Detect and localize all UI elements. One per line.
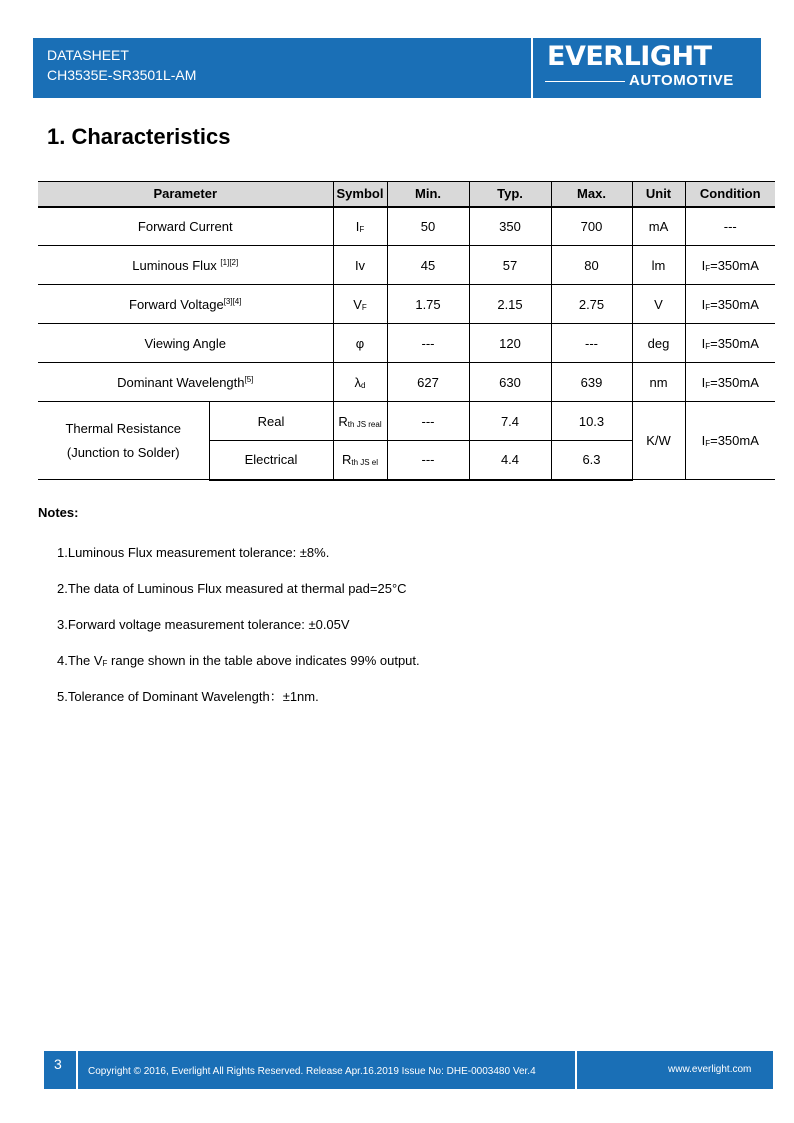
cell-condition: IF=350mA [685,246,775,285]
col-header-unit: Unit [632,182,685,207]
cell-typ: 630 [469,363,551,402]
cell-symbol: IF [333,207,387,246]
note-item: 4.The VF range shown in the table above indicates 99% output. [57,653,420,668]
table-row [38,207,775,246]
part-number: CH3535E-SR3501L-AM [47,67,197,83]
cell-typ: 7.4 [469,402,551,441]
col-header-min: Min. [387,182,469,207]
cell-unit: K/W [632,402,685,480]
cell-condition: --- [685,207,775,246]
cell-parameter: Forward Current [38,207,333,246]
cell-max: 80 [551,246,632,285]
cell-max: 2.75 [551,285,632,324]
table-row [38,285,775,324]
header-doc-info [47,45,196,85]
cell-parameter: Forward Voltage[3][4] [38,285,333,324]
cell-symbol: Iv [333,246,387,285]
cell-unit: V [632,285,685,324]
cell-condition: IF=350mA [685,324,775,363]
cell-unit: lm [632,246,685,285]
cell-max: 639 [551,363,632,402]
cell-subparam: Electrical [209,441,333,480]
col-header-symbol: Symbol [333,182,387,207]
cell-condition: IF=350mA [685,363,775,402]
cell-typ: 2.15 [469,285,551,324]
cell-min: 45 [387,246,469,285]
logo-subtitle: AUTOMOTIVE [629,72,734,89]
cell-max: 700 [551,207,632,246]
note-item: 3.Forward voltage measurement tolerance: ±0.05V [57,617,350,632]
logo-wordmark: EVERLIGHT [547,41,712,72]
cell-typ: 120 [469,324,551,363]
section-title: 1. Characteristics [47,124,231,149]
cell-max: 6.3 [551,441,632,480]
footer-copyright: Copyright © 2016, Everlight All Rights Reserved. Release Apr.16.2019 Issue No: DHE-0003480 Ver.4 [88,1066,536,1077]
note-item: 1.Luminous Flux measurement tolerance: ±8%. [57,545,330,560]
notes-list [57,545,420,725]
note-item: 5.Tolerance of Dominant Wavelength：±1nm. [57,689,319,704]
brand-logo [531,38,761,98]
note-item: 2.The data of Luminous Flux measured at thermal pad=25°C [57,581,407,596]
cell-symbol: λd [333,363,387,402]
table-header-row [38,182,775,207]
col-header-parameter: Parameter [38,182,333,207]
page-footer [44,1051,773,1089]
footer-divider [575,1051,577,1089]
cell-min: 1.75 [387,285,469,324]
logo-rule [545,81,625,82]
cell-max: 10.3 [551,402,632,441]
cell-parameter: Dominant Wavelength[5] [38,363,333,402]
table-row [38,363,775,402]
table-row [38,324,775,363]
page-number: 3 [54,1056,62,1072]
cell-thermal-label: Thermal Resistance (Junction to Solder) [38,402,209,480]
cell-min: --- [387,441,469,480]
col-header-max: Max. [551,182,632,207]
cell-condition: IF=350mA [685,285,775,324]
cell-typ: 350 [469,207,551,246]
cell-condition: IF=350mA [685,402,775,480]
cell-min: 627 [387,363,469,402]
cell-symbol: VF [333,285,387,324]
page-header [33,38,761,98]
doc-type: DATASHEET [47,47,129,63]
cell-parameter: Viewing Angle [38,324,333,363]
notes-title: Notes: [38,505,79,520]
cell-max: --- [551,324,632,363]
characteristics-table [38,181,775,481]
cell-min: 50 [387,207,469,246]
cell-unit: mA [632,207,685,246]
cell-typ: 57 [469,246,551,285]
cell-symbol: φ [333,324,387,363]
cell-unit: deg [632,324,685,363]
col-header-typ: Typ. [469,182,551,207]
footer-divider [76,1051,78,1089]
cell-symbol: Rth JS el [333,441,387,480]
table-row [38,246,775,285]
footer-website-link[interactable]: www.everlight.com [668,1064,752,1075]
cell-parameter: Luminous Flux [1][2] [38,246,333,285]
cell-symbol: Rth JS real [333,402,387,441]
cell-typ: 4.4 [469,441,551,480]
cell-min: --- [387,402,469,441]
cell-min: --- [387,324,469,363]
table-row-thermal-real [38,402,775,441]
cell-unit: nm [632,363,685,402]
cell-subparam: Real [209,402,333,441]
col-header-condition: Condition [685,182,775,207]
